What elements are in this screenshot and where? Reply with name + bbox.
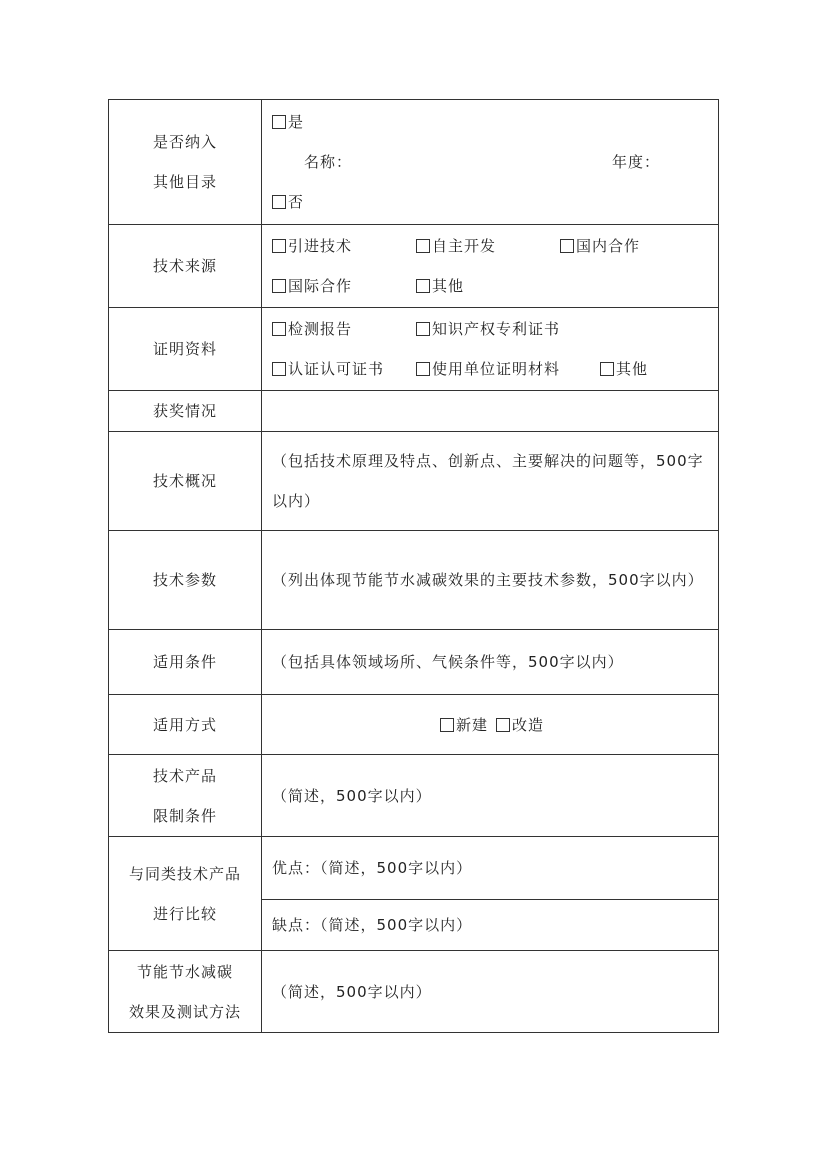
effect-label xyxy=(109,951,262,1033)
catalog-label-line2: 其他目录 xyxy=(152,173,217,191)
row-tech-source xyxy=(109,225,719,308)
tech-overview-label: 技术概况 xyxy=(109,432,262,531)
row-limits xyxy=(109,755,719,837)
comparison-label xyxy=(109,837,262,951)
application-form-table xyxy=(108,99,719,1033)
row-evidence xyxy=(109,308,719,391)
tech-params-value-field[interactable] xyxy=(262,531,719,630)
comparison-cons-field[interactable] xyxy=(262,900,719,951)
effect-value-field[interactable] xyxy=(262,951,719,1033)
tech-params-hint: （列出体现节能节水减碳效果的主要技术参数，500字以内） xyxy=(272,571,704,589)
row-awards xyxy=(109,391,719,432)
mode-retrofit-checkbox[interactable] xyxy=(496,718,510,732)
source-international-checkbox[interactable] xyxy=(272,279,286,293)
evidence-other-label: 其他 xyxy=(616,360,649,378)
evidence-test-report-checkbox[interactable] xyxy=(272,322,286,336)
source-international-label: 国际合作 xyxy=(288,277,353,295)
row-catalog xyxy=(109,100,719,225)
conditions-hint: （包括具体领域场所、气候条件等，500字以内） xyxy=(272,653,624,671)
row-tech-overview xyxy=(109,432,719,531)
source-import-label: 引进技术 xyxy=(288,237,353,255)
evidence-patent-label: 知识产权专利证书 xyxy=(432,320,561,338)
source-domestic-label: 国内合作 xyxy=(576,237,641,255)
evidence-patent-checkbox[interactable] xyxy=(416,322,430,336)
conditions-value-field[interactable] xyxy=(262,630,719,695)
comparison-pros-field[interactable] xyxy=(262,837,719,900)
limits-label-line1: 技术产品 xyxy=(152,766,217,785)
row-conditions xyxy=(109,630,719,695)
row-comparison-pros xyxy=(109,837,719,900)
awards-label: 获奖情况 xyxy=(109,391,262,432)
source-self-checkbox[interactable] xyxy=(416,239,430,253)
evidence-other-checkbox[interactable] xyxy=(600,362,614,376)
mode-new-label: 新建 xyxy=(455,716,488,734)
comparison-label-line2: 进行比较 xyxy=(152,904,217,923)
limits-hint: （简述，500字以内） xyxy=(272,786,432,805)
effect-label-line2: 效果及测试方法 xyxy=(128,1002,241,1021)
limits-label-line2: 限制条件 xyxy=(152,806,217,825)
evidence-value xyxy=(262,308,719,391)
row-effect xyxy=(109,951,719,1033)
source-import-checkbox[interactable] xyxy=(272,239,286,253)
evidence-user-proof-label: 使用单位证明材料 xyxy=(432,360,561,378)
comparison-cons-hint: 缺点：（简述，500字以内） xyxy=(272,916,473,934)
catalog-value xyxy=(262,100,719,225)
effect-label-line1: 节能节水减碳 xyxy=(136,962,233,981)
catalog-yes-checkbox[interactable] xyxy=(272,115,286,129)
evidence-label: 证明资料 xyxy=(109,308,262,391)
catalog-year-label: 年度： xyxy=(611,153,660,171)
catalog-name-label: 名称： xyxy=(304,153,353,171)
evidence-test-report-label: 检测报告 xyxy=(288,320,353,338)
effect-hint: （简述，500字以内） xyxy=(272,982,432,1001)
catalog-label xyxy=(109,100,262,225)
evidence-certification-label: 认证认可证书 xyxy=(288,360,385,378)
apply-mode-value xyxy=(262,695,719,755)
source-other-checkbox[interactable] xyxy=(416,279,430,293)
source-self-label: 自主开发 xyxy=(432,237,497,255)
catalog-yes-label: 是 xyxy=(288,113,305,131)
catalog-no-label: 否 xyxy=(288,193,305,211)
limits-label xyxy=(109,755,262,837)
tech-source-label: 技术来源 xyxy=(109,225,262,308)
row-apply-mode xyxy=(109,695,719,755)
source-domestic-checkbox[interactable] xyxy=(560,239,574,253)
comparison-label-line1: 与同类技术产品 xyxy=(128,864,241,883)
catalog-no-checkbox[interactable] xyxy=(272,195,286,209)
mode-new-checkbox[interactable] xyxy=(440,718,454,732)
apply-mode-label: 适用方式 xyxy=(109,695,262,755)
tech-source-value xyxy=(262,225,719,308)
evidence-certification-checkbox[interactable] xyxy=(272,362,286,376)
tech-overview-value-field[interactable] xyxy=(262,432,719,531)
comparison-pros-hint: 优点：（简述，500字以内） xyxy=(272,859,473,877)
awards-value-field[interactable] xyxy=(262,391,719,432)
mode-retrofit-label: 改造 xyxy=(512,716,545,734)
catalog-label-line1: 是否纳入 xyxy=(152,133,217,151)
source-other-label: 其他 xyxy=(432,277,465,295)
tech-overview-hint: （包括技术原理及特点、创新点、主要解决的问题等，500字以内） xyxy=(272,452,704,510)
tech-params-label: 技术参数 xyxy=(109,531,262,630)
conditions-label: 适用条件 xyxy=(109,630,262,695)
limits-value-field[interactable] xyxy=(262,755,719,837)
row-tech-params xyxy=(109,531,719,630)
evidence-user-proof-checkbox[interactable] xyxy=(416,362,430,376)
